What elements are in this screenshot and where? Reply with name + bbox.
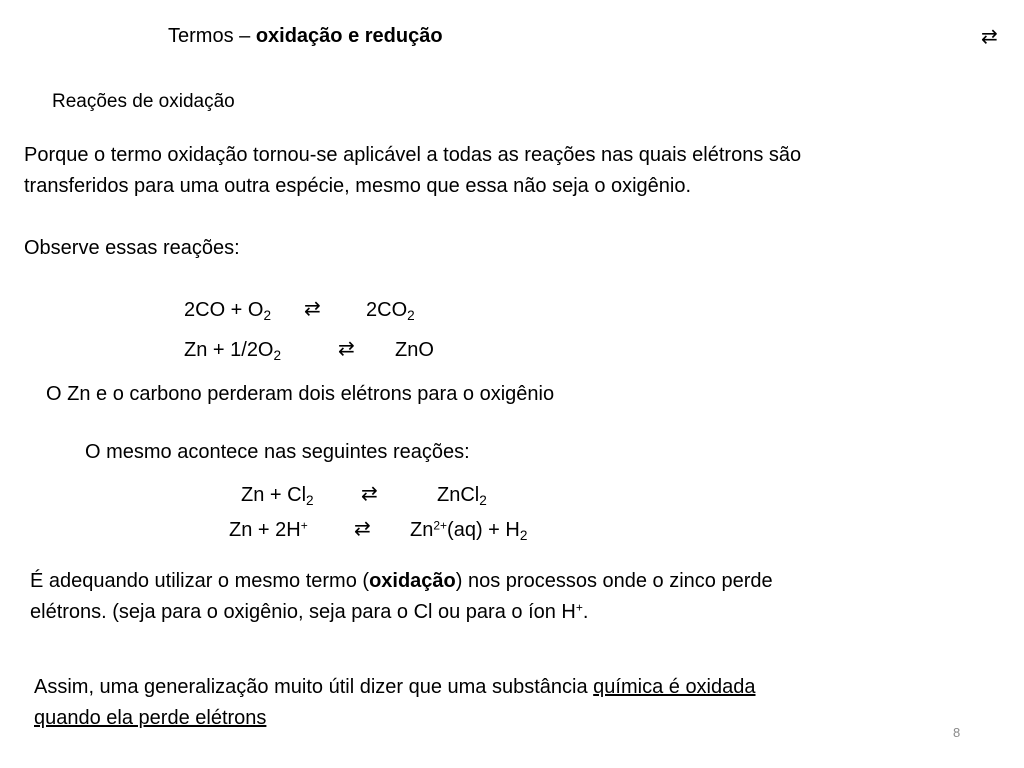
reaction-4-rhs-sub: 2 bbox=[519, 528, 528, 544]
reaction-2-arrow-icon: ⇄ bbox=[338, 336, 355, 360]
reaction-4-lhs-sup: + bbox=[300, 518, 308, 533]
reaction-3-lhs bbox=[241, 483, 314, 507]
generalization-underlined-2: quando ela perde elétrons bbox=[34, 707, 267, 729]
reaction-1-lhs bbox=[184, 298, 271, 322]
conclusion-line-2-a: elétrons. (seja para o oxigênio, seja para o Cl ou para o íon H bbox=[30, 601, 576, 623]
reaction-3-rhs-sub: 2 bbox=[479, 493, 487, 509]
reaction-2-lhs bbox=[184, 338, 281, 362]
reaction-4-rhs bbox=[410, 518, 527, 542]
reaction-2-lhs-sub: 2 bbox=[273, 348, 282, 364]
equilibrium-arrow-icon: ⇄ bbox=[981, 24, 998, 48]
generalization-text: Assim, uma generalização muito útil dizer que uma substância bbox=[34, 676, 594, 698]
conclusion-line-2 bbox=[30, 597, 990, 628]
reaction-1-rhs-sub: 2 bbox=[407, 308, 415, 324]
reaction-4-rhs-mid: (aq) + H bbox=[447, 519, 520, 541]
slide-title-bold: oxidação e redução bbox=[255, 25, 443, 47]
reaction-3-arrow-icon: ⇄ bbox=[361, 481, 378, 505]
page-number: 8 bbox=[953, 725, 961, 740]
conclusion-line-1-b: ) nos processos onde o zinco perde bbox=[455, 570, 773, 592]
reaction-1-lhs-text: 2CO + O bbox=[184, 299, 264, 321]
observe-label: Observe essas reações: bbox=[24, 237, 240, 259]
reaction-3-rhs-text: ZnCl bbox=[437, 484, 480, 506]
conclusion-paragraph bbox=[30, 566, 990, 628]
intro-line-1: Porque o termo oxidação tornou-se aplicável a todas as reações nas quais elétrons são bbox=[24, 144, 802, 166]
reaction-3-rhs bbox=[437, 483, 487, 507]
reaction-1-rhs bbox=[366, 298, 415, 322]
conclusion-line-2-sup: + bbox=[575, 600, 583, 615]
reaction-3-lhs-text: Zn + Cl bbox=[241, 484, 307, 506]
reaction-2-rhs: ZnO bbox=[395, 339, 434, 361]
reaction-4-lhs-text: Zn + 2H bbox=[229, 519, 301, 541]
reaction-1-arrow-icon: ⇄ bbox=[304, 296, 321, 320]
slide-title bbox=[168, 24, 443, 48]
conclusion-line-1 bbox=[30, 566, 990, 597]
section-subtitle: Reações de oxidação bbox=[52, 91, 235, 112]
conclusion-line-2-b: . bbox=[582, 601, 589, 623]
generalization-underlined-1: química é oxidada bbox=[593, 676, 756, 698]
generalization-paragraph bbox=[34, 672, 934, 734]
reaction-1-rhs-text: 2CO bbox=[366, 299, 408, 321]
reaction-4-rhs-sup: 2+ bbox=[433, 518, 448, 533]
generalization-line-1 bbox=[34, 672, 934, 703]
generalization-line-2 bbox=[34, 703, 934, 734]
note-same-happens: O mesmo acontece nas seguintes reações: bbox=[85, 441, 470, 463]
reaction-4-arrow-icon: ⇄ bbox=[354, 516, 371, 540]
slide-title-prefix: Termos – bbox=[168, 25, 256, 47]
intro-paragraph bbox=[24, 140, 984, 202]
conclusion-bold-term: oxidação bbox=[369, 570, 456, 592]
reaction-1-lhs-sub: 2 bbox=[263, 308, 272, 324]
reaction-2-lhs-text: Zn + 1/2O bbox=[184, 339, 274, 361]
note-lost-electrons: O Zn e o carbono perderam dois elétrons para o oxigênio bbox=[46, 383, 555, 405]
reaction-3-lhs-sub: 2 bbox=[306, 493, 314, 509]
intro-line-2: transferidos para uma outra espécie, mesmo que essa não seja o oxigênio. bbox=[24, 175, 692, 197]
reaction-4-rhs-text: Zn bbox=[410, 519, 434, 541]
conclusion-line-1-a: É adequando utilizar o mesmo termo ( bbox=[30, 570, 370, 592]
reaction-4-lhs bbox=[229, 518, 308, 542]
